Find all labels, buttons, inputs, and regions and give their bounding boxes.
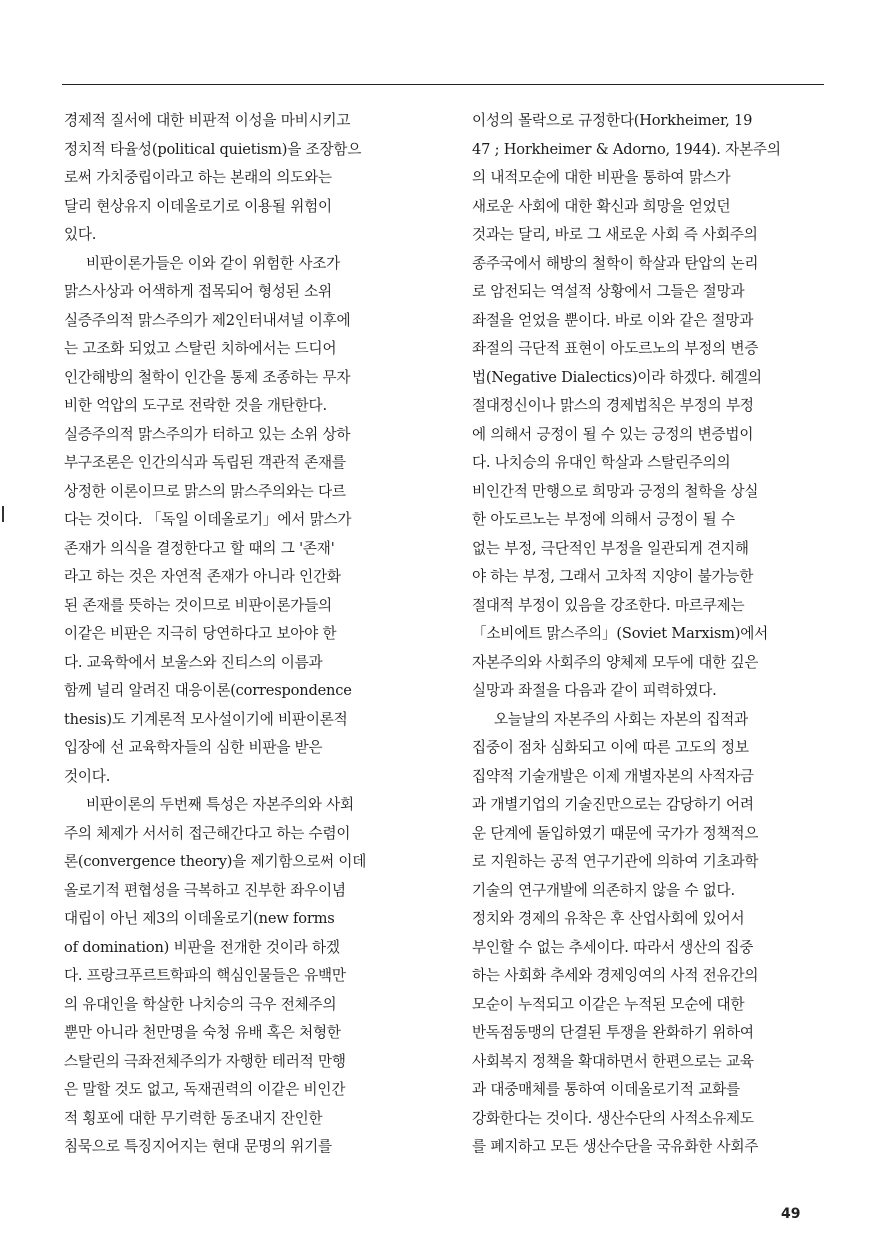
text-line: 올로기적 편협성을 극복하고 진부한 좌우이념	[64, 881, 346, 899]
paragraph-start-line: 비판이론가들은 이와 같이 위험한 사조가	[86, 254, 341, 272]
text-line: 집약적 기술개발은 이제 개별자본의 사적자금	[472, 767, 754, 785]
text-line: 함께 널리 알려진 대응이론(correspondence	[64, 682, 352, 699]
text-line: 실증주의적 맑스주의가 터하고 있는 소위 상하	[64, 425, 351, 443]
text-line: 좌절의 극단적 표현이 아도르노의 부정의 변증	[472, 340, 759, 357]
text-line: 부구조론은 인간의식과 독립된 객관적 존재를	[64, 454, 346, 471]
text-line: 비한 억압의 도구로 전락한 것을 개탄한다.	[64, 397, 327, 414]
text-line: 것이다.	[64, 767, 111, 785]
text-line: 론(convergence theory)을 제기함으로써 이데	[64, 853, 367, 870]
text-line: 달리 현상유지 이데올로기로 이용될 위험이	[64, 197, 332, 215]
text-line: 적 횡포에 대한 무기력한 동조내지 잔인한	[64, 1109, 323, 1127]
text-line: 입장에 선 교육학자들의 심한 비판을 받은	[64, 739, 323, 756]
right-text-column	[472, 107, 824, 1162]
text-line: 뿐만 아니라 천만명을 숙청 유배 혹은 처형한	[64, 1024, 341, 1041]
text-line: 는 고조화 되었고 스탈린 치하에서는 드디어	[64, 340, 337, 357]
text-line: 없는 부정, 극단적인 부정을 일관되게 견지해	[472, 539, 749, 557]
text-line: 좌절을 얻었을 뿐이다. 바로 이와 같은 절망과	[472, 311, 754, 329]
text-line: 다. 나치승의 유대인 학살과 스탈린주의의	[472, 454, 731, 471]
page-number: 49	[781, 1206, 801, 1222]
text-line: 라고 하는 것은 자연적 존재가 아니라 인간화	[64, 568, 341, 585]
text-line: 로 지원하는 공적 연구기관에 의하여 기초과학	[472, 853, 759, 870]
text-line: 부인할 수 없는 추세이다. 따라서 생산의 집중	[472, 938, 754, 956]
text-line: 주의 체제가 서서히 접근해간다고 하는 수렴이	[64, 824, 351, 842]
text-line: 존재가 의식을 결정한다고 할 때의 그 '존재'	[64, 539, 335, 557]
text-line: 하는 사회화 추세와 경제잉여의 사적 전유간의	[472, 967, 759, 984]
text-line: 강화한다는 것이다. 생산수단의 사적소유제도	[472, 1109, 754, 1127]
text-line: 있다.	[64, 226, 97, 243]
text-line: 로 암전되는 역설적 상황에서 그들은 절망과	[472, 283, 745, 300]
header-rule	[62, 84, 824, 85]
text-line: 법(Negative Dialectics)이라 하겠다. 헤겔의	[472, 368, 762, 386]
text-line: 의 유대인을 학살한 나치승의 극우 전체주의	[64, 995, 337, 1013]
text-line: 것과는 달리, 바로 그 새로운 사회 즉 사회주의	[472, 226, 758, 243]
text-line: 새로운 사회에 대한 확신과 희망을 얻었던	[472, 197, 731, 215]
text-line: 된 존재를 뜻하는 것이므로 비판이론가들의	[64, 596, 332, 614]
text-line: 침묵으로 특징지어지는 현대 문명의 위기를	[64, 1138, 332, 1155]
text-line: 「소비에트 맑스주의」(Soviet Marxism)에서	[472, 625, 769, 642]
text-line: 모순이 누적되고 이같은 누적된 모순에 대한	[472, 995, 745, 1013]
text-line: 인간해방의 철학이 인간을 통제 조종하는 무자	[64, 368, 351, 386]
text-line: 경제적 질서에 대한 비판적 이성을 마비시키고	[64, 112, 351, 129]
text-line: 과 대중매체를 통하여 이데올로기적 교화를	[472, 1081, 740, 1098]
text-line: 운 단계에 돌입하였기 때문에 국가가 정책적으	[472, 824, 759, 842]
text-line: 기술의 연구개발에 의존하지 않을 수 없다.	[472, 881, 735, 899]
text-line: 다는 것이다. 「독일 이데올로기」에서 맑스가	[64, 511, 352, 528]
text-line: 47 ; Horkheimer & Adorno, 1944). 자본주의	[472, 140, 781, 158]
text-line: 절대적 부정이 있음을 강조한다. 마르쿠제는	[472, 596, 745, 614]
text-line: 집중이 점차 심화되고 이에 따른 고도의 정보	[472, 739, 749, 756]
left-text-column	[64, 107, 416, 1162]
paragraph-start-line: 비판이론의 두번째 특성은 자본주의와 사회	[86, 796, 354, 813]
text-line: 다. 교육학에서 보울스와 진티스의 이름과	[64, 653, 323, 671]
margin-mark	[2, 506, 4, 522]
text-line: 다. 프랑크푸르트학파의 핵심인물들은 유백만	[64, 967, 346, 984]
text-line: 은 말할 것도 없고, 독재권력의 이같은 비인간	[64, 1081, 346, 1098]
paragraph-start-line: 오늘날의 자본주의 사회는 자본의 집적과	[494, 710, 749, 728]
text-line: 자본주의와 사회주의 양체제 모두에 대한 깊은	[472, 653, 759, 671]
text-line: 상정한 이론이므로 맑스의 맑스주의와는 다르	[64, 482, 346, 500]
text-line: of domination) 비판을 전개한 것이라 하겠	[64, 938, 340, 956]
text-line: 비인간적 만행으로 희망과 긍정의 철학을 상실	[472, 482, 759, 500]
text-line: 실증주의적 맑스주의가 제2인터내셔널 이후에	[64, 311, 351, 329]
text-line: 야 하는 부정, 그래서 고차적 지양이 불가능한	[472, 568, 754, 585]
text-line: 이성의 몰락으로 규정한다(Horkheimer, 19	[472, 112, 753, 129]
text-line: 스탈린의 극좌전체주의가 자행한 테러적 만행	[64, 1052, 346, 1070]
text-line: thesis)도 기계론적 모사설이기에 비판이론적	[64, 710, 348, 728]
text-line: 절대정신이나 맑스의 경제법칙은 부정의 부정	[472, 397, 754, 414]
text-line: 로써 가치중립이라고 하는 본래의 의도와는	[64, 169, 332, 186]
text-line: 대립이 아닌 제3의 이데올로기(new forms	[64, 910, 335, 927]
text-line: 의 내적모순에 대한 비판을 통하여 맑스가	[472, 169, 731, 186]
text-line: 실망과 좌절을 다음과 같이 피력하였다.	[472, 682, 717, 699]
text-line: 정치적 타율성(political quietism)을 조장함으	[64, 140, 362, 158]
text-line: 반독점동맹의 단결된 투쟁을 완화하기 위하여	[472, 1024, 754, 1041]
text-line: 과 개별기업의 기술진만으로는 감당하기 어려	[472, 796, 754, 813]
text-line: 사회복지 정책을 확대하면서 한편으로는 교육	[472, 1052, 754, 1070]
text-line: 종주국에서 해방의 철학이 학살과 탄압의 논리	[472, 254, 759, 272]
text-line: 이같은 비판은 지극히 당연하다고 보아야 한	[64, 625, 337, 642]
text-line: 에 의해서 긍정이 될 수 있는 긍정의 변증법이	[472, 425, 754, 443]
text-line: 정치와 경제의 유착은 후 산업사회에 있어서	[472, 910, 745, 927]
text-line: 를 폐지하고 모든 생산수단을 국유화한 사회주	[472, 1138, 759, 1155]
text-line: 한 아도르노는 부정에 의해서 긍정이 될 수	[472, 511, 735, 528]
text-line: 맑스사상과 어색하게 접목되어 형성된 소위	[64, 283, 332, 300]
